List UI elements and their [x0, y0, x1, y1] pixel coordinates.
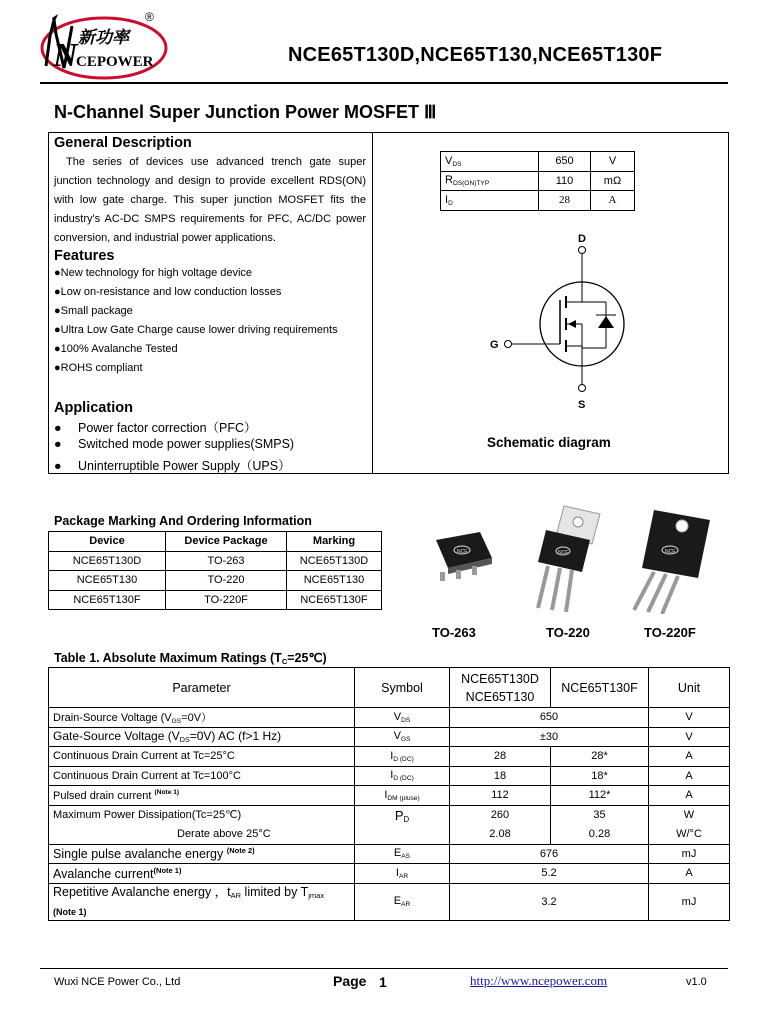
- source-label: S: [578, 399, 586, 411]
- param-text: Maximum Power Dissipation(Tc=25℃): [53, 808, 242, 821]
- spec-unit: A: [591, 191, 635, 211]
- unit-text: W: [683, 808, 695, 821]
- table-row: [49, 766, 730, 786]
- symbol-sub: GS: [400, 736, 411, 744]
- package-lead: [566, 570, 572, 612]
- package-name-to220: TO-220: [546, 625, 590, 640]
- overview-divider: [372, 132, 373, 474]
- param-sub: GS: [171, 718, 182, 726]
- table-row: [49, 708, 730, 728]
- drain-label: D: [578, 233, 586, 245]
- chip-logo-text: NCE: [457, 549, 468, 555]
- param-cell: [49, 805, 355, 844]
- value-cell: 650: [450, 708, 649, 728]
- table-row: [49, 551, 382, 571]
- channel-arrow-icon: [568, 320, 576, 328]
- package-marking-table: [48, 531, 382, 610]
- symbol-cell: [355, 766, 450, 786]
- spec-subscript: DS(ON)TYP: [452, 180, 490, 188]
- package-marking-title: Package Marking And Ordering Information: [54, 514, 312, 528]
- column-header: Device: [49, 532, 166, 552]
- param-sub: jmax: [308, 890, 325, 900]
- note-ref: (Note 1): [154, 788, 180, 796]
- table-row: [49, 590, 382, 610]
- spec-symbol: R: [445, 174, 453, 187]
- unit-cell: A: [649, 766, 730, 786]
- symbol-cell: [355, 727, 450, 747]
- package-lead: [440, 572, 445, 581]
- spec-value: 650: [539, 152, 591, 172]
- package-lead: [552, 568, 560, 610]
- logo-graphic: [40, 8, 170, 80]
- spec-param: [441, 152, 539, 172]
- logo-english: CEPOWER: [76, 54, 154, 70]
- general-description-text: [54, 153, 366, 248]
- param-sub: AR: [230, 890, 242, 900]
- unit-cell: A: [649, 747, 730, 767]
- table-cell: TO-220: [166, 571, 287, 591]
- value-cell: 18*: [551, 766, 649, 786]
- spec-unit: V: [591, 152, 635, 172]
- note-ref: (Note 2): [226, 846, 255, 856]
- symbol-text: E: [393, 847, 402, 860]
- package-lead: [538, 566, 548, 608]
- table-row: [49, 864, 730, 884]
- part-numbers-title: NCE65T130D,NCE65T130,NCE65T130F: [288, 44, 663, 66]
- value-cell: 112: [450, 786, 551, 806]
- symbol-cell: [355, 844, 450, 864]
- table-header-row: [49, 668, 730, 708]
- symbol-text: V: [393, 730, 401, 743]
- symbol-sub: D (DC): [393, 755, 414, 763]
- table-cell: TO-220F: [166, 590, 287, 610]
- logo-chinese: 新功率: [78, 28, 129, 48]
- symbol-text: I: [384, 788, 388, 801]
- value-text: 260: [490, 808, 510, 821]
- package-name-to220f: TO-220F: [644, 625, 696, 640]
- unit-cell: A: [649, 786, 730, 806]
- symbol-cell: [355, 747, 450, 767]
- param-text: Pulsed drain current: [53, 789, 152, 802]
- mounting-hole: [676, 520, 688, 532]
- value-text: 0.28: [588, 827, 611, 840]
- table-cell: NCE65T130: [49, 571, 166, 591]
- spec-value: 110: [539, 171, 591, 191]
- param-sub: DS: [179, 735, 190, 745]
- table-cell: NCE65T130D: [287, 551, 382, 571]
- table-row: [49, 805, 730, 844]
- logo-n: N: [53, 37, 78, 74]
- to220f-package-image: [624, 506, 716, 614]
- features-heading: Features: [54, 248, 115, 264]
- gate-label: G: [490, 339, 499, 351]
- feature-item: ●100% Avalanche Tested: [54, 343, 178, 355]
- package-lead: [472, 566, 477, 575]
- symbol-text: V: [393, 710, 402, 723]
- ratings-table-title: [54, 650, 327, 666]
- application-item: [54, 437, 294, 451]
- note-ref: (Note 1): [153, 865, 182, 875]
- spec-unit: mΩ: [591, 171, 635, 191]
- param-text: Drain-Source Voltage (V: [53, 712, 172, 725]
- param-cell: [49, 786, 355, 806]
- spec-param: [441, 171, 539, 191]
- table-cell: TO-263: [166, 551, 287, 571]
- symbol-cell: [355, 864, 450, 884]
- column-header-line: NCE65T130: [465, 689, 535, 704]
- param-cell: [49, 844, 355, 864]
- mosfet-schematic-diagram: [484, 226, 634, 416]
- spec-symbol: V: [445, 154, 453, 167]
- value-cell: 3.2: [450, 883, 649, 920]
- column-header: Symbol: [355, 668, 450, 708]
- company-logo: [40, 8, 170, 80]
- table-cell: NCE65T130F: [49, 590, 166, 610]
- param-text: Avalanche current: [53, 866, 154, 881]
- symbol-text: E: [393, 895, 402, 907]
- source-terminal: [579, 385, 586, 392]
- product-title: N-Channel Super Junction Power MOSFET Ⅲ: [54, 102, 437, 122]
- symbol-text: I: [395, 866, 399, 879]
- unit-cell: mJ: [649, 883, 730, 920]
- table-row: [441, 152, 635, 172]
- footer-rule: [40, 968, 728, 969]
- bullet: ●: [54, 437, 62, 451]
- table-row: [49, 727, 730, 747]
- value-cell: 28: [450, 747, 551, 767]
- application-item: [54, 456, 291, 474]
- application-text: Power factor correction（PFC）: [78, 421, 257, 435]
- symbol-sub: DM (pluse): [387, 794, 420, 802]
- ratings-title-suffix: =25℃): [287, 651, 327, 665]
- unit-text: W/°C: [676, 827, 702, 840]
- column-header: Unit: [649, 668, 730, 708]
- param-text: =0V）: [181, 712, 213, 725]
- application-text: Switched mode power supplies(SMPS): [78, 437, 295, 451]
- value-text: 35: [593, 808, 606, 821]
- column-header-line: NCE65T130D: [461, 671, 539, 686]
- value-cell: 112*: [551, 786, 649, 806]
- mounting-hole: [573, 517, 583, 527]
- value-cell: [551, 805, 649, 844]
- column-header: Parameter: [49, 668, 355, 708]
- value-cell: ±30: [450, 727, 649, 747]
- spec-subscript: D: [448, 199, 453, 207]
- spec-value: 28: [539, 191, 591, 211]
- feature-item: ●Ultra Low Gate Charge cause lower driving requirements: [54, 324, 338, 336]
- feature-item: ●ROHS compliant: [54, 362, 143, 374]
- application-heading: Application: [54, 400, 133, 416]
- general-description-heading: General Description: [54, 135, 192, 151]
- gate-terminal: [505, 341, 512, 348]
- value-text: 2.08: [489, 827, 511, 840]
- spec-param: [441, 191, 539, 211]
- chip-logo-text: NCE: [665, 549, 676, 555]
- table-row: [49, 571, 382, 591]
- general-description-body: The series of devices use advanced trench gate super junction technology and design to provide excellent RDS(ON) with low gate charge. This super junction MOSFET fits the industry's AC-DC SMPS requirements for PFC, AC/DC power conversion, and industrial power applications.: [54, 156, 366, 244]
- table-cell: NCE65T130F: [287, 590, 382, 610]
- table-row: [49, 747, 730, 767]
- unit-cell: V: [649, 708, 730, 728]
- symbol-cell: [355, 805, 450, 844]
- note-ref: (Note 1): [53, 906, 87, 917]
- param-text: Gate-Source Voltage (V: [53, 729, 180, 744]
- package-lead: [456, 570, 461, 579]
- symbol-sub: AR: [398, 872, 409, 880]
- param-cell: Continuous Drain Current at Tc=100°C: [49, 766, 355, 786]
- value-cell: 676: [450, 844, 649, 864]
- table-row: [49, 883, 730, 920]
- header-rule: [40, 82, 728, 84]
- table-row: [49, 786, 730, 806]
- bullet: ●: [54, 421, 62, 435]
- value-cell: 5.2: [450, 864, 649, 884]
- symbol-sub: AR: [401, 901, 411, 908]
- package-name-to263: TO-263: [432, 625, 476, 640]
- package-body: [642, 510, 710, 578]
- to220-package-image: [530, 500, 610, 612]
- table-row: [441, 191, 635, 211]
- unit-cell: A: [649, 864, 730, 884]
- param-cell: Continuous Drain Current at Tc=25°C: [49, 747, 355, 767]
- param-text: Single pulse avalanche energy: [53, 847, 224, 862]
- registered-mark: ®: [145, 10, 154, 24]
- to263-package-image: [428, 528, 498, 588]
- page-number: 1: [379, 974, 387, 990]
- schematic-caption: Schematic diagram: [487, 435, 611, 450]
- symbol-sub: D (DC): [393, 775, 414, 783]
- column-header: NCE65T130F: [551, 668, 649, 708]
- symbol-text: I: [390, 769, 394, 782]
- bullet: ●: [54, 459, 62, 473]
- param-text: limited by T: [241, 884, 309, 899]
- symbol-text: I: [390, 749, 394, 762]
- application-text: Uninterruptible Power Supply（UPS）: [78, 459, 291, 473]
- param-text: Repetitive Avalanche energy ，t: [53, 884, 231, 899]
- website-link[interactable]: http://www.ncepower.com: [470, 973, 608, 988]
- column-header: Device Package: [166, 532, 287, 552]
- unit-cell: mJ: [649, 844, 730, 864]
- table-row: [49, 844, 730, 864]
- key-spec-table: [440, 151, 635, 211]
- symbol-sub: D: [403, 814, 410, 824]
- symbol-cell: [355, 883, 450, 920]
- column-header: Marking: [287, 532, 382, 552]
- param-cell: [49, 864, 355, 884]
- feature-item: ●Low on-resistance and low conduction losses: [54, 286, 282, 298]
- table-header-row: [49, 532, 382, 552]
- param-cell: [49, 727, 355, 747]
- param-cell: [49, 708, 355, 728]
- value-cell: [450, 805, 551, 844]
- symbol-cell: [355, 786, 450, 806]
- column-header: [450, 668, 551, 708]
- symbol-sub: AS: [401, 853, 411, 861]
- unit-cell: V: [649, 727, 730, 747]
- version-label: v1.0: [686, 976, 707, 988]
- company-name: Wuxi NCE Power Co., Ltd: [54, 976, 181, 988]
- absolute-max-ratings-table: [48, 667, 730, 921]
- drain-terminal: [579, 247, 586, 254]
- spec-subscript: DS: [452, 160, 462, 168]
- page-label: Page: [333, 973, 367, 989]
- application-item: [54, 418, 257, 436]
- chip-logo-text: NCE: [558, 550, 569, 556]
- ratings-title-prefix: Table 1. Absolute Maximum Ratings (T: [54, 651, 282, 665]
- value-cell: 28*: [551, 747, 649, 767]
- param-text: =0V) AC (f>1 Hz): [189, 729, 282, 744]
- symbol-text: P: [394, 807, 404, 823]
- symbol-sub: DS: [401, 716, 411, 724]
- param-text: Derate above 25°C: [177, 827, 271, 840]
- param-cell: [49, 883, 355, 920]
- spec-symbol: I: [445, 193, 449, 206]
- feature-item: ●New technology for high voltage device: [54, 267, 253, 279]
- body-diode-icon: [598, 316, 614, 328]
- table-row: [441, 171, 635, 191]
- table-cell: NCE65T130: [287, 571, 382, 591]
- table-cell: NCE65T130D: [49, 551, 166, 571]
- ratings-title-sub: C: [281, 657, 288, 666]
- feature-item: ●Small package: [54, 305, 133, 317]
- symbol-cell: [355, 708, 450, 728]
- value-cell: 18: [450, 766, 551, 786]
- unit-cell: [649, 805, 730, 844]
